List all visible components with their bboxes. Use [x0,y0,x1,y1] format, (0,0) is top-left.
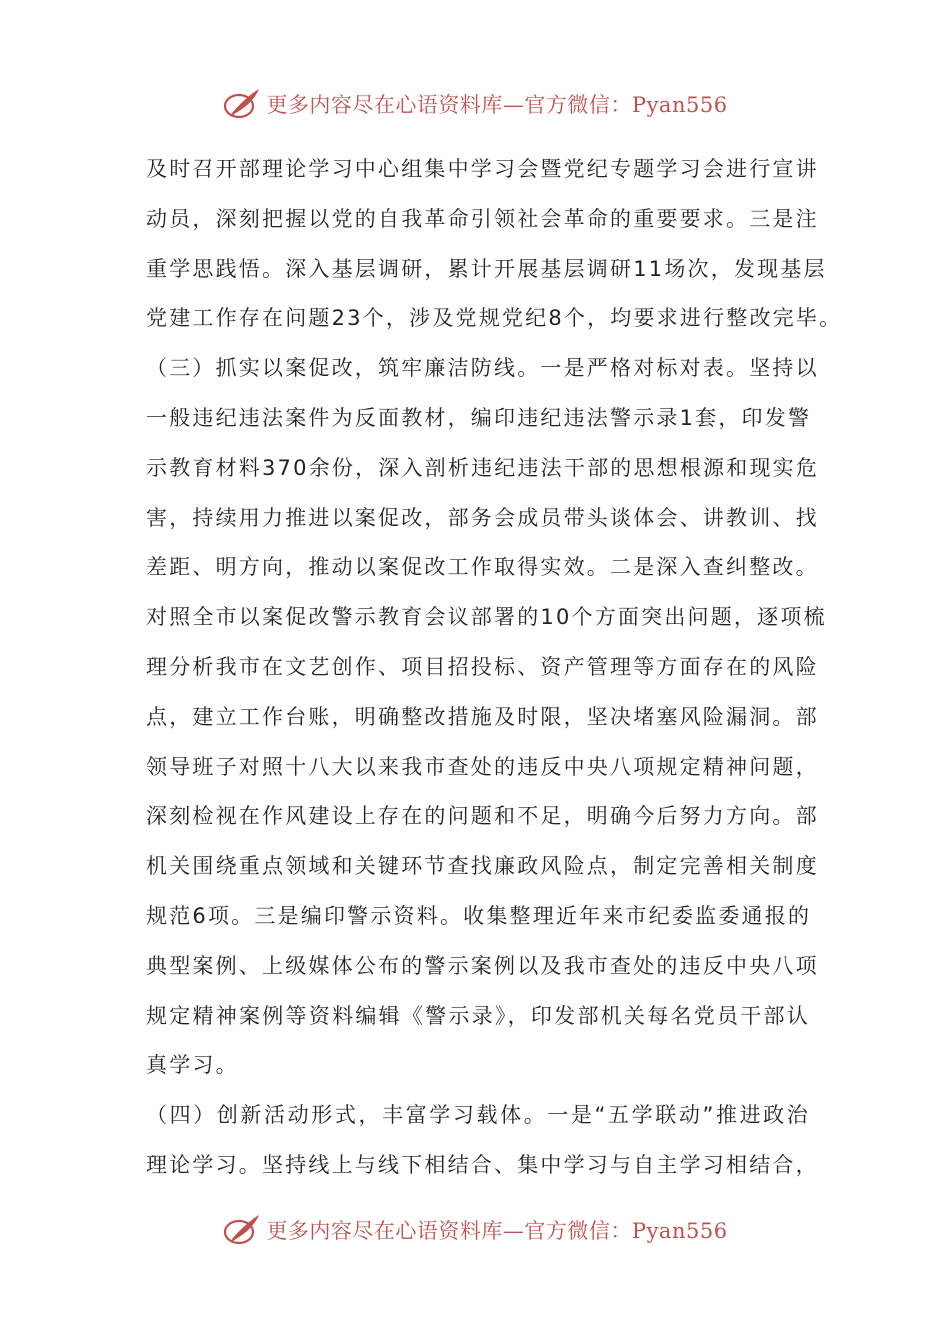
text-line: 点，建立工作台账，明确整改措施及时限，坚决堵塞风险漏洞。部 [146,704,819,729]
text-line: 示教育材料370余份，深入剖析违纪违法干部的思想根源和现实危 [146,455,820,480]
text-line: 规定精神案例等资料编辑《警示录》，印发部机关每名党员干部认 [146,1003,810,1028]
text-line: 害，持续用力推进以案促改，部务会成员带头谈体会、讲教训、找 [146,505,819,530]
text-line: 机关围绕重点领域和关键环节查找廉政风险点，制定完善相关制度 [146,854,819,879]
header-banner [0,84,950,124]
text-line: 差距、明方向，推动以案促改工作取得实效。二是深入查纠整改。 [146,555,819,580]
text-line: 真学习。 [146,1053,239,1078]
text-line: 规范6项。三是编印警示资料。收集整理近年来市纪委监委通报的 [146,903,812,928]
footer-banner-text: 更多内容尽在心语资料库—官方微信：Pyan556 [266,1219,728,1243]
text-line: 领导班子对照十八大以来我市查处的违反中央八项规定精神问题， [146,754,819,779]
footer-banner [0,1210,950,1250]
text-line: 一般违纪违法案件为反面教材，编印违纪违法警示录1套，印发警 [146,405,812,430]
text-line: 深刻检视在作风建设上存在的问题和不足，明确今后努力方向。部 [146,804,819,829]
text-line: 对照全市以案促改警示教育会议部署的10个方面突出问题，逐项梳 [146,605,827,630]
text-line: 动员，深刻把握以党的自我革命引领社会革命的重要要求。三是注 [146,206,819,231]
quill-pen-icon [222,86,262,122]
text-line: 理论学习。坚持线上与线下相结合、集中学习与自主学习相结合， [146,1152,819,1177]
text-line: 理分析我市在文艺创作、项目招投标、资产管理等方面存在的风险 [146,654,819,679]
text-line: 典型案例、上级媒体公布的警示案例以及我市查处的违反中央八项 [146,953,819,978]
text-line: 重学思践悟。深入基层调研，累计开展基层调研11场次，发现基层 [146,256,827,281]
header-banner-text: 更多内容尽在心语资料库—官方微信：Pyan556 [266,93,728,117]
section-heading-line: （四）创新活动形式，丰富学习载体。一是“五学联动”推进政治 [146,1103,810,1128]
quill-pen-icon [222,1212,262,1248]
document-body [146,145,843,1191]
text-line: 及时召开部理论学习中心组集中学习会暨党纪专题学习会进行宣讲 [146,157,819,181]
section-heading-line: （三）抓实以案促改，筑牢廉洁防线。一是严格对标对表。坚持以 [146,356,819,381]
text-line: 党建工作存在问题23个，涉及党规党纪8个，均要求进行整改完毕。 [146,306,843,331]
